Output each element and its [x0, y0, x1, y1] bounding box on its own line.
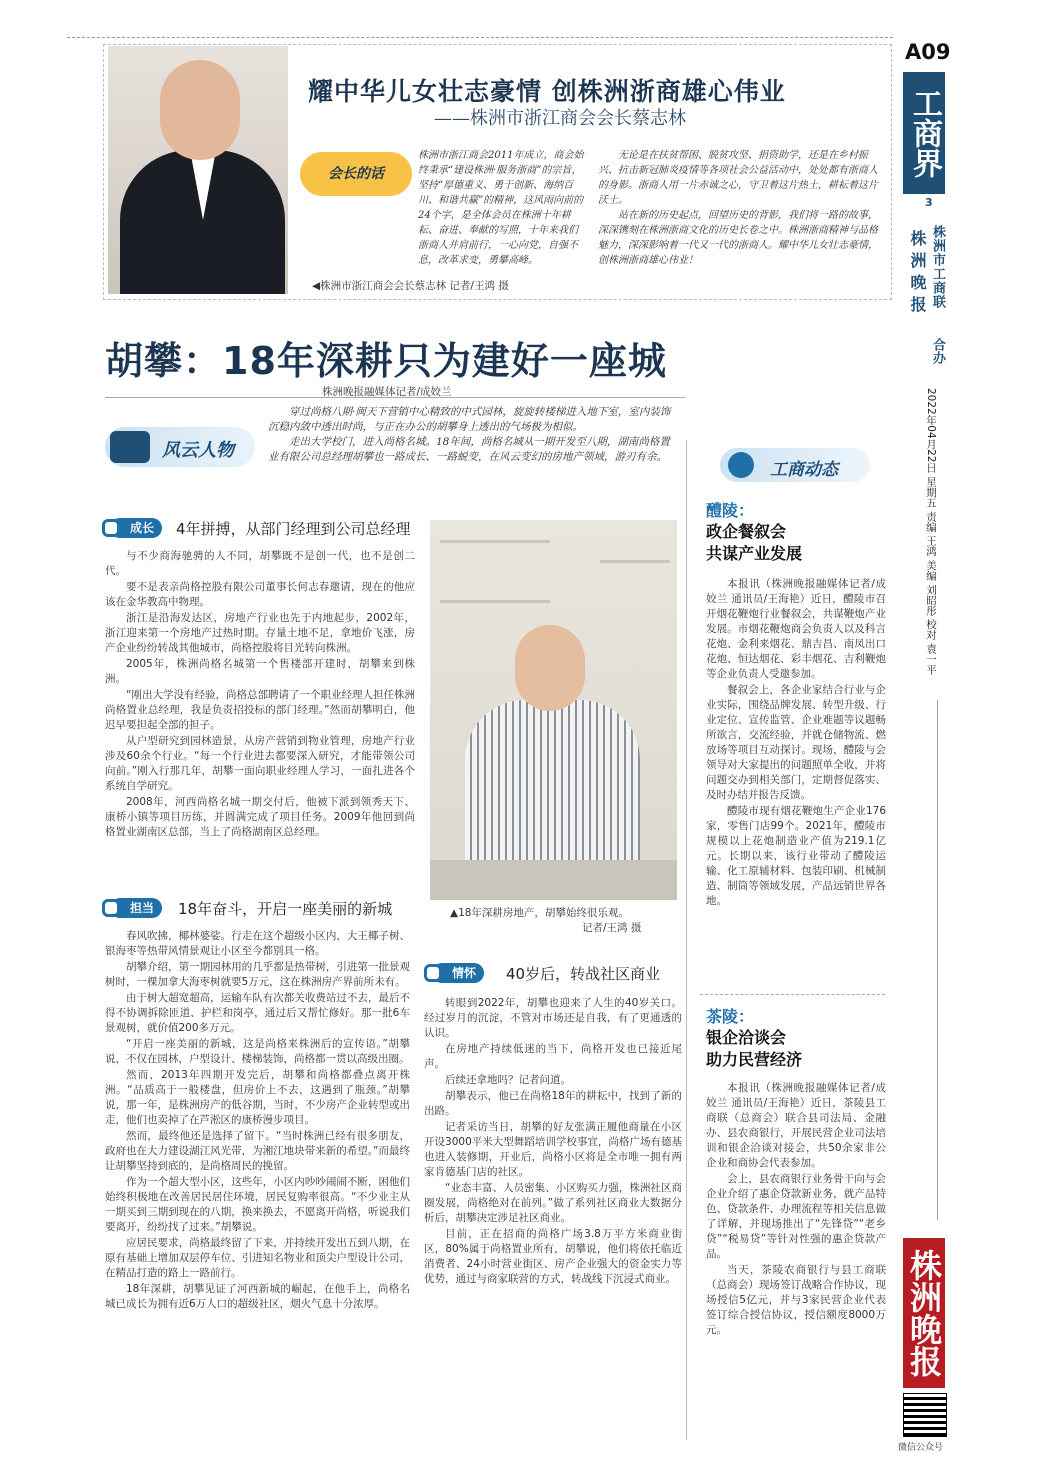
news-paragraph: 会上，县农商银行业务骨干向与会企业介绍了惠企贷款新业务，就产品特色、贷款条件、办理流程等相关信息做了详解，并现场推出了“先锋贷”“老乡贷”“税易贷”等针对性强的惠企贷款产品。	[706, 1173, 886, 1260]
s2-p4: 然而，2013年四期开发完后，胡攀和尚格都叠点离开株洲。“品质高于一般楼盘，但房价上不去，这遇到了瓶颈。”胡攀说，那一年，是株洲房产的低谷期，当时，不少房产企业转型或出走，他们也卖掉了在芦淞区的康桥漫步项目。	[105, 1069, 410, 1126]
article-lead	[268, 405, 678, 465]
s2-p6: 作为一个超大型小区，这些年，小区内吵吵闹闹不断，困他们始终积极地在改善居民居住环境，居民复购率很高。“不少业主从一期买到三期到现在的八期，换来换去，不愿离开尚格，听说我们要离开，纷纷找了过来。”胡攀说。	[105, 1176, 410, 1233]
president-col2-text1: 无论是在扶贫帮困、脱贫攻坚、捐资助学，还是在乡村振兴、抗击新冠肺炎疫情等各项社会公益活动中，处处都有浙商人的身影。浙商人用一片赤诚之心，守卫着这片热土，耕耘着这片沃土。	[598, 150, 878, 206]
page-number: A09	[905, 40, 951, 64]
photo-credit: 记者/王鸿 摄	[582, 922, 642, 934]
s1-p5: 从户型研究到园林造景，从房产营销到物业管理，房地产行业涉及60余个行业。“每一个行业进去都要深入研究，才能带领公司向前。”刚入行那几年，胡攀一面向职业经理人学习，一面扎进各个系统自学研究。	[105, 735, 415, 792]
news-paragraph: 餐叙会上，各企业家结合行业与企业实际，围绕品牌发展、转型升级、行业定位、宣传监管、企业难题等议题畅所欲言，交流经验，并就仓储物流、燃放场等项目互动探讨。现场，醴陵与会领导对大家提出的问题照单全收，并将问题交办到相关部门，定期督促落实、及时办结并报告反馈。	[706, 684, 886, 801]
cooperation: 合办	[930, 338, 945, 364]
photo-person-head	[515, 625, 585, 711]
s3-p4: 记者采访当日，胡攀的好友张满正履他商量在小区开设3000平米大型舞蹈培训学校事宜，尚格广场有德基也进入装修期，开业后，尚格小区将是全市唯一拥有两家肯德基门店的社区。	[424, 1121, 682, 1178]
section-title-growth: 4年拼搏，从部门经理到公司总经理	[176, 520, 411, 538]
column-divider	[686, 440, 687, 1440]
news-paragraph: 当天，茶陵农商银行与县工商联（总商会）现场签订战略合作协议，现场授信5亿元，并与3家民营企业代表签订综合授信协议，授信额度8000万元。	[706, 1264, 886, 1336]
news-badge-label: 工商动态	[770, 460, 838, 480]
qr-code-icon	[903, 1393, 947, 1437]
article-byline: 株洲晚报融媒体记者/成姣兰	[322, 386, 452, 398]
news-headline-1: 银企洽谈会	[706, 1028, 787, 1047]
s2-p8: 18年深耕，胡攀见证了河西新城的崛起，在他手上，尚格名城已成长为拥有近6万人口的超级社区，烟火气息十分浓厚。	[105, 1283, 410, 1310]
s3-p1: 在房地产持续低迷的当下，尚格开发也已接近尾声。	[424, 1043, 682, 1070]
people-icon	[110, 431, 150, 463]
news-item-chaling	[706, 1004, 886, 1339]
section-tag-duty: 担当	[110, 898, 162, 918]
rail-rule	[937, 700, 938, 1220]
news-headline-1: 政企餐叙会	[706, 522, 787, 541]
s2-p7: 应居民要求，尚格最终留了下来，并持续开发出五到八期，在原有基础上增加双层停车位、引进知名物业和顶尖户型设计公司，在精品打造的路上一路前行。	[105, 1237, 410, 1279]
s2-p1: 胡攀介绍，第一期园林用的几乎都是热带树，引进第一批景观树时，一棵加拿大海枣树就要5万元，这在株洲房产界前所未有。	[105, 961, 410, 988]
section2-body	[105, 929, 410, 1313]
column-badge: 风云人物	[162, 440, 234, 461]
news-paragraph: 本报讯（株洲晚报融媒体记者/成姣兰 通讯员/王海艳）近日，醴陵市召开烟花鞭炮行业餐叙会，共谋鞭炮产业发展。市烟花鞭炮商会负责人以及科言花炮、金利来烟花、鼎吉昌、南凤出口花炮、恒达烟花、彩丰烟花、吉利鞭炮等企业负责人受邀参加。	[706, 578, 886, 680]
president-badge: 会长的话	[300, 152, 412, 196]
s1-p0: 与不少商海驰骋的人不同，胡攀既不是创一代，也不是创二代。	[105, 550, 415, 577]
portrait-head	[160, 60, 240, 160]
top-rule	[67, 37, 893, 38]
section-tag-growth: 成长	[110, 518, 162, 538]
s3-p5: “业态丰富、人员密集、小区购买力强，株洲社区商圈发展，尚格绝对在前列。”做了系列社区商业大数据分析后，胡攀决定涉足社区商业。	[424, 1182, 682, 1224]
s2-p5: 然而，最终他还是选择了留下。“当时株洲已经有很多朋友，政府也在大力建设湖江风光带，为湘江地块带来新的希望。”而最终让胡攀坚持到底的，是尚格周民的挽留。	[105, 1130, 410, 1172]
president-title: 耀中华儿女壮志豪情 创株洲浙商雄心伟业	[308, 77, 786, 106]
photo-shelf	[600, 560, 670, 563]
section-tag-feeling: 情怀	[432, 963, 484, 983]
section-title-duty: 18年奋斗，开启一座美丽的新城	[178, 900, 393, 918]
newspaper-logo: 株洲晚报	[903, 1238, 945, 1388]
s3-p6: 目前，正在招商的尚格广场3.8万平方米商业街区，80%属于尚格置业所有，胡攀说，他们将依托临近消费者、24小时营业街区、房产企业强大的资金实力等优势，通过与商家联营的方式，转战线下沉浸式商业。	[424, 1228, 682, 1285]
news-item-liling	[706, 498, 886, 910]
news-paragraph: 醴陵市现有烟花鞭炮生产企业176家，零售门店99个。2021年，醴陵市规模以上花炮制造业产值为219.1亿元。长期以来，该行业带动了醴陵运输、化工原辅材料、包装印刷、机械制造、制筒等领域发展，产品远销世界各地。	[706, 805, 886, 907]
s3-p0: 转眼到2022年，胡攀也迎来了人生的40岁关口。经过岁月的沉淀，不管对市场还是自我，有了更通透的认识。	[424, 997, 682, 1039]
s1-p2: 浙江是沿海发达区，房地产行业也先于内地起步，2002年，浙江迎来第一个房地产过热时期。存量土地不足，拿地价飞涨，房产企业纷纷转战其他城市，尚格控股将目光转向株洲。	[105, 612, 415, 654]
dateline: 2022年04月22日 星期五 责编 王鸿 美编 刘昭彤 校对 袁一平	[925, 388, 937, 675]
s2-p3: “开启一座美丽的新城，这是尚格来株洲后的宣传语。”胡攀说，不仅在园林，户型设计、楼梯装饰，尚格都一贯以高级出圈。	[105, 1038, 410, 1065]
section-title-feeling: 40岁后，转战社区商业	[506, 965, 661, 983]
s2-p2: 由于树大超宽超高，运输车队有次都关收费站过不去，最后不得不协调拆除匝道、护栏和岗亭，通过后又帮忙修好。那一批6车景观树，就价值200多万元。	[105, 992, 410, 1034]
article-headline: 胡攀：18年深耕只为建好一座城	[105, 339, 667, 383]
section-dot-icon	[102, 519, 120, 537]
photo-shelf	[440, 540, 550, 543]
photo-shelf	[440, 600, 550, 603]
s1-p1: 要不是表亲尚格控股有限公司董事长何志春邀请，现在的他应该在金华教高中物理。	[105, 581, 415, 608]
news-place: 醴陵：	[706, 501, 755, 520]
s3-p3: 胡攀表示，他已在尚格18年的耕耘中，找到了新的出路。	[424, 1090, 682, 1117]
partner-left: 株洲晚报	[908, 230, 927, 318]
headline-rule	[105, 397, 685, 398]
section-dot-icon	[102, 899, 120, 917]
news-paragraph: 本报讯（株洲晚报融媒体记者/成姣兰 通讯员/王海艳）近日，茶陵县工商联（总商会）联合县司法局、金融办、县农商银行，开展民营企业司法培训和银企洽谈对接会，共50余家非公企业和商协会代表参加。	[706, 1082, 886, 1169]
section-number: 3	[925, 196, 933, 209]
partner-right: 株洲市工商联	[930, 225, 945, 309]
section-title: 工商界	[903, 72, 945, 194]
photo-person-body	[465, 700, 640, 870]
qr-label: 微信公众号	[898, 1443, 944, 1453]
news-headline-2: 助力民营经济	[706, 1050, 803, 1069]
photo-caption	[450, 906, 641, 936]
coin-icon	[728, 452, 754, 478]
news-headline-2: 共谋产业发展	[706, 544, 803, 563]
s1-p6: 2008年，河西尚格名城一期交付后，他被下派到领秀天下、康桥小镇等项目历练，并圆满完成了项目任务。2009年他回到尚格置业湖南区总部，当上了尚格湖南区总经理。	[105, 796, 415, 838]
s2-p0: 春风吹拂，椰林婆娑。行走在这个超级小区内，大王椰子树、银海枣等热带风情景观让小区至今都别具一格。	[105, 930, 410, 957]
president-caption: ◀株洲市浙江商会会长蔡志林 记者/王鸿 摄	[312, 280, 509, 292]
section3-body	[424, 996, 682, 1288]
lead-paragraph-1: 穿过尚格八期·闽天下营销中心精致的中式园林，旋旋转楼梯进入地下室，室内装饰沉稳内敛中透出时尚，与正在办公的胡攀身上透出的气场极为相似。	[268, 406, 671, 433]
president-col2-text2: 站在新的历史起点，回望历史的背影，我们将一路的故事，深深镌刻在株洲浙商文化的历史长卷之中。株洲浙商精神与品格魅力，深深影响着一代又一代的浙商人。耀中华儿女壮志豪情，创株洲浙商雄心伟业！	[598, 210, 878, 266]
president-subtitle: ——株洲市浙江商会会长蔡志林	[434, 108, 686, 129]
news-divider	[700, 994, 885, 995]
s3-p2: 后续还拿地吗？记者问道。	[445, 1074, 571, 1086]
section1-body	[105, 549, 415, 841]
president-col1-text: 株洲市浙江商会2011年成立，商会始终秉承“建设株洲·服务浙商”的宗旨，坚持“厚德重义、勇于创新、海纳百川、和谐共赢”的精神，这风雨向前的24个字，是全体会员在株洲十年耕耘、奋进、奉献的写照，十年来我们浙商人并肩前行，一心向党，自强不息，改革求变，勇攀高峰。	[418, 150, 584, 266]
lead-paragraph-2: 走出大学校门，进入尚格名城。18年间，尚格名城从一期开发至八期，湖南尚格置业有限公司总经理胡攀也一路成长、一路蜕变，在风云变幻的房地产领域，游刃有余。	[268, 436, 670, 463]
news-place: 茶陵：	[706, 1007, 755, 1026]
photo-caption-text: ▲18年深耕房地产，胡攀始终很乐观。	[450, 907, 629, 919]
photo-desk	[430, 860, 677, 900]
s1-p3: 2005年，株洲尚格名城第一个售楼部开建时，胡攀来到株洲。	[105, 658, 415, 685]
section-dot-icon	[424, 964, 442, 982]
s1-p4: “刚出大学没有经验，尚格总部聘请了一个职业经理人担任株洲尚格置业总经理，我是负责招投标的部门经理。”然而胡攀明白，他迟早要担起全部的担子。	[105, 689, 415, 731]
